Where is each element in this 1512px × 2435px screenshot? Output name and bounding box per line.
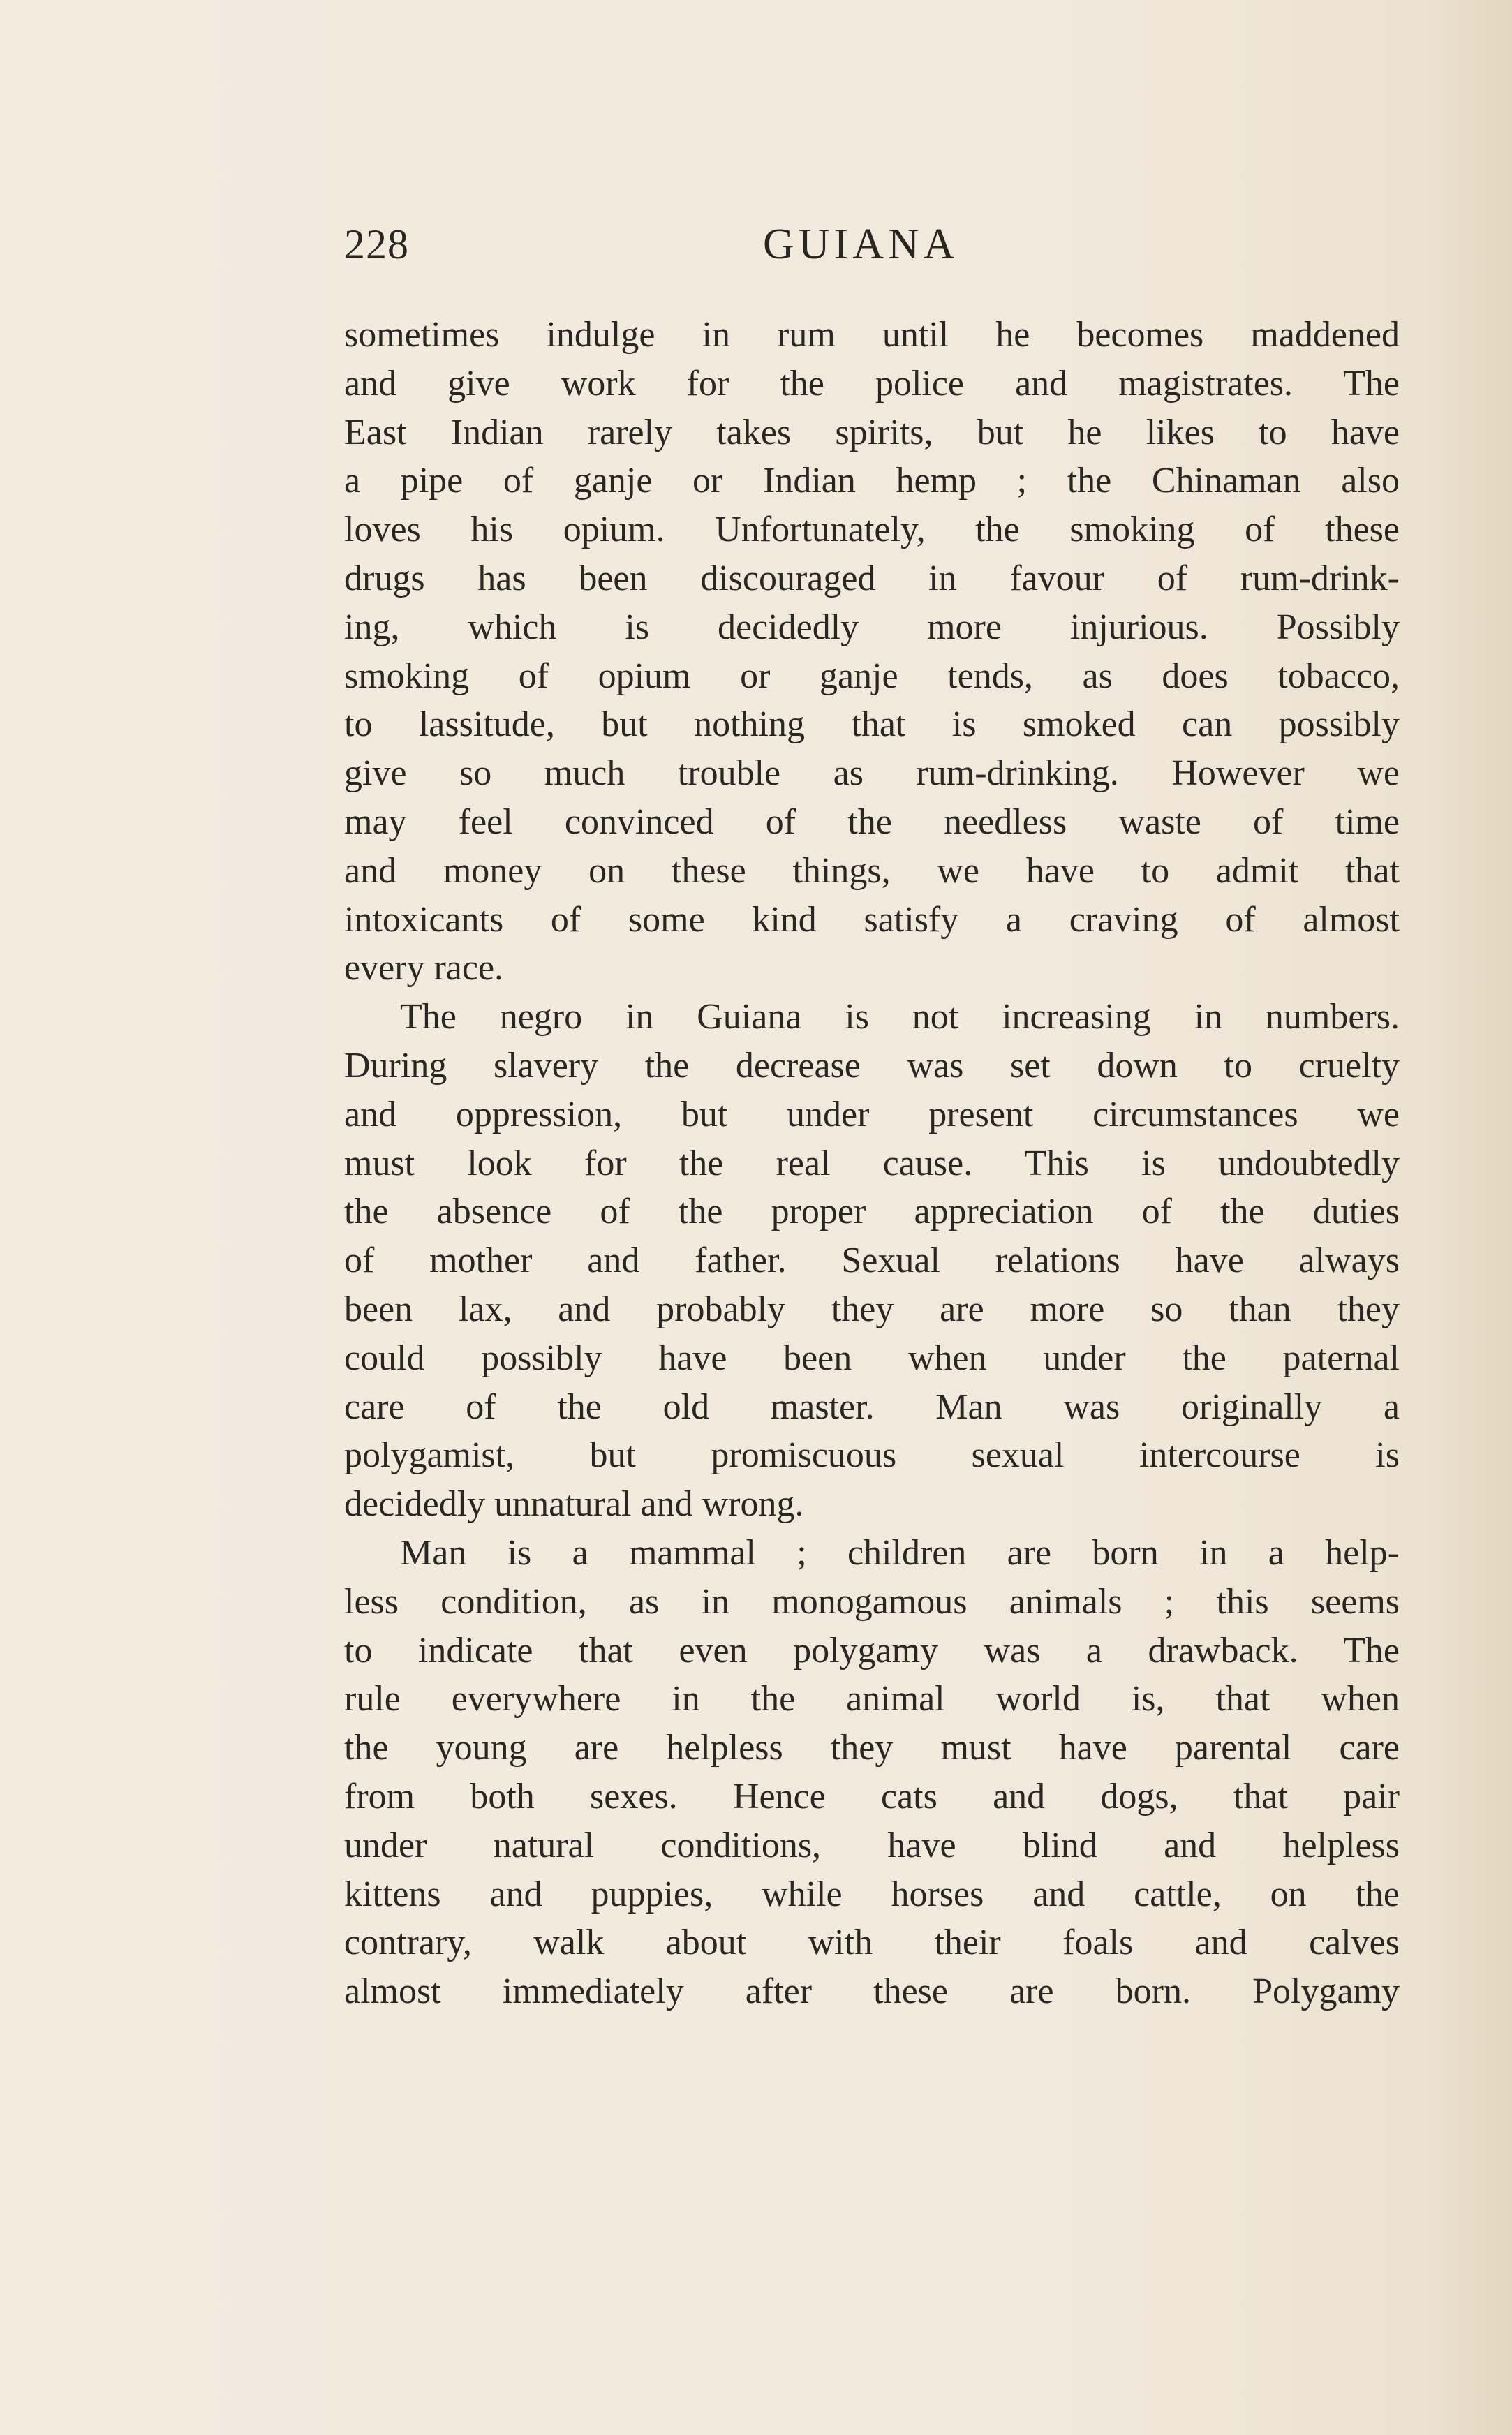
text-line: to lassitude, but nothing that is smoked can possibly [344,704,1400,745]
text-line: and oppression, but under present circumstances we [344,1094,1400,1134]
text-line: from both sexes. Hence cats and dogs, that pair [344,1776,1400,1816]
text-line: intoxicants of some kind satisfy a craving of almost [344,899,1400,940]
text-line: smoking of opium or ganje tends, as does tobacco, [344,656,1400,696]
text-line: of mother and father. Sexual relations have always [344,1241,1400,1281]
body-text [344,311,1400,2016]
text-line: and give work for the police and magistrates. The [344,363,1400,404]
text-line: care of the old master. Man was originally a [344,1386,1400,1427]
text-line: The negro in Guiana is not increasing in numbers. [400,997,1400,1037]
text-line: drugs has been discouraged in favour of rum-drink- [344,558,1400,598]
page-header [344,213,1419,276]
text-line: and money on these things, we have to admit that [344,850,1400,891]
running-head: GUIANA [763,221,959,268]
text-line: During slavery the decrease was set down to cruelty [344,1045,1400,1086]
text-line: a pipe of ganje or Indian hemp ; the Chinaman also [344,461,1400,501]
text-line: ing, which is decidedly more injurious. Possibly [344,607,1400,647]
text-line: polygamist, but promiscuous sexual intercourse is [344,1435,1400,1476]
text-line: loves his opium. Unfortunately, the smoking of these [344,510,1400,550]
text-line: been lax, and probably they are more so than they [344,1289,1400,1329]
text-line: almost immediately after these are born. Polygamy [344,1971,1400,2012]
text-line: Man is a mammal ; children are born in a help- [400,1532,1400,1573]
text-line: must look for the real cause. This is undoubtedly [344,1143,1400,1183]
text-line: East Indian rarely takes spirits, but he likes to have [344,412,1400,452]
text-line: the absence of the proper appreciation of the duties [344,1192,1400,1232]
text-line: decidedly unnatural and wrong. [344,1484,804,1525]
text-line: could possibly have been when under the paternal [344,1338,1400,1378]
text-line: less condition, as in monogamous animals ; this seems [344,1581,1400,1622]
text-line: contrary, walk about with their foals and calves [344,1923,1400,1963]
text-line: kittens and puppies, while horses and cattle, on the [344,1874,1400,1914]
text-line: rule everywhere in the animal world is, that when [344,1679,1400,1719]
text-line: to indicate that even polygamy was a drawback. The [344,1630,1400,1671]
text-line: the young are helpless they must have parental care [344,1728,1400,1768]
text-line: sometimes indulge in rum until he becomes maddened [344,315,1400,355]
page-number: 228 [344,221,409,267]
text-line: give so much trouble as rum-drinking. However we [344,753,1400,794]
text-line: under natural conditions, have blind and helpless [344,1825,1400,1865]
text-line: may feel convinced of the needless waste of time [344,801,1400,842]
text-line: every race. [344,948,504,989]
